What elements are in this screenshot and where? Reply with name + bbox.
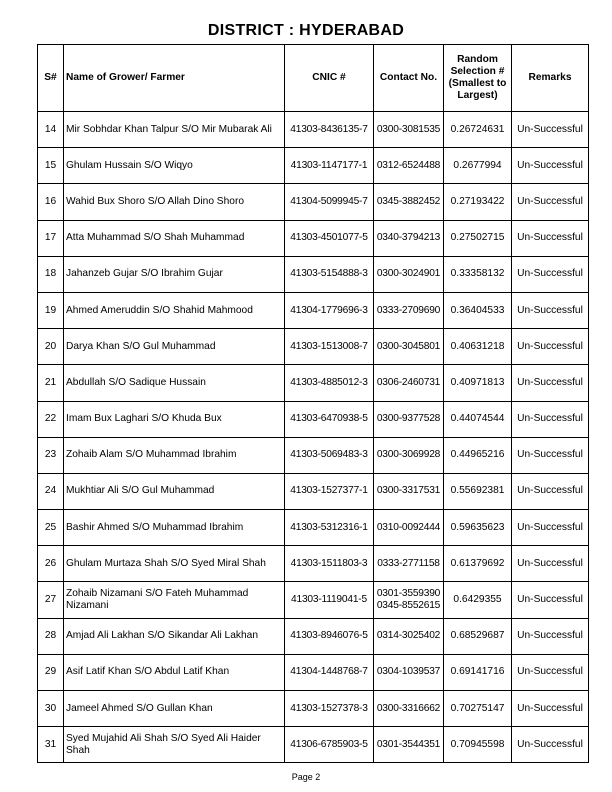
table-header [38, 45, 589, 112]
table-row [38, 582, 589, 618]
cell-contact [374, 401, 444, 437]
table-row [38, 654, 589, 690]
cell-remarks: Un-Successful [512, 292, 589, 328]
cell-contact [374, 365, 444, 401]
cell-grower-name: Zohaib Nizamani S/O Fateh Muhammad Nizamani [64, 582, 285, 618]
contact-number: 0306-2460731 [376, 376, 441, 388]
cell-cnic: 41303-1527378-3 [285, 691, 374, 727]
table-body [38, 112, 589, 763]
cell-serial-number: 24 [38, 473, 64, 509]
cell-remarks: Un-Successful [512, 220, 589, 256]
cell-contact [374, 510, 444, 546]
cell-cnic: 41304-5099945-7 [285, 184, 374, 220]
cell-cnic: 41303-4885012-3 [285, 365, 374, 401]
cell-cnic: 41303-6470938-5 [285, 401, 374, 437]
cell-remarks: Un-Successful [512, 329, 589, 365]
contact-number: 0333-2709690 [376, 304, 441, 316]
contact-number: 0312-6524488 [376, 159, 441, 171]
cell-serial-number: 28 [38, 618, 64, 654]
cell-cnic: 41303-1511803-3 [285, 546, 374, 582]
cell-random-selection: 0.40971813 [444, 365, 512, 401]
cell-cnic: 41303-5312316-1 [285, 510, 374, 546]
contact-number: 0340-3794213 [376, 232, 441, 244]
table-row [38, 292, 589, 328]
cell-remarks: Un-Successful [512, 546, 589, 582]
contact-number: 0301-3559390 [376, 588, 441, 600]
cell-contact [374, 654, 444, 690]
table-row [38, 184, 589, 220]
cell-remarks: Un-Successful [512, 727, 589, 763]
cell-contact [374, 329, 444, 365]
table-row [38, 112, 589, 148]
cell-serial-number: 20 [38, 329, 64, 365]
cell-contact [374, 292, 444, 328]
contact-number: 0300-3024901 [376, 268, 441, 280]
cell-serial-number: 25 [38, 510, 64, 546]
cell-serial-number: 31 [38, 727, 64, 763]
cell-grower-name: Amjad Ali Lakhan S/O Sikandar Ali Lakhan [64, 618, 285, 654]
cell-contact [374, 473, 444, 509]
cell-random-selection: 0.6429355 [444, 582, 512, 618]
cell-contact [374, 727, 444, 763]
contact-number: 0314-3025402 [376, 630, 441, 642]
cell-remarks: Un-Successful [512, 112, 589, 148]
cell-remarks: Un-Successful [512, 582, 589, 618]
cell-contact [374, 148, 444, 184]
cell-serial-number: 17 [38, 220, 64, 256]
contact-number: 0300-3317531 [376, 485, 441, 497]
cell-remarks: Un-Successful [512, 148, 589, 184]
cell-random-selection: 0.26724631 [444, 112, 512, 148]
cell-serial-number: 22 [38, 401, 64, 437]
table-row [38, 546, 589, 582]
contact-number: 0310-0092444 [376, 521, 441, 533]
table-row [38, 691, 589, 727]
column-header-random-selection: Random Selection # (Smallest to Largest) [444, 45, 512, 112]
cell-serial-number: 27 [38, 582, 64, 618]
cell-serial-number: 23 [38, 437, 64, 473]
contact-number: 0300-3045801 [376, 340, 441, 352]
table-row [38, 365, 589, 401]
page-title: DISTRICT : HYDERABAD [207, 22, 405, 39]
cell-random-selection: 0.40631218 [444, 329, 512, 365]
cell-grower-name: Darya Khan S/O Gul Muhammad [64, 329, 285, 365]
table-row [38, 473, 589, 509]
cell-random-selection: 0.59635623 [444, 510, 512, 546]
cell-grower-name: Jameel Ahmed S/O Gullan Khan [64, 691, 285, 727]
contact-number: 0300-9377528 [376, 413, 441, 425]
cell-serial-number: 29 [38, 654, 64, 690]
cell-cnic: 41303-8436135-7 [285, 112, 374, 148]
cell-contact [374, 256, 444, 292]
table-row [38, 618, 589, 654]
cell-contact [374, 618, 444, 654]
cell-cnic: 41303-1527377-1 [285, 473, 374, 509]
cell-cnic: 41303-1513008-7 [285, 329, 374, 365]
cell-cnic: 41303-1147177-1 [285, 148, 374, 184]
page-number: Page 2 [291, 772, 321, 782]
contact-number: 0345-3882452 [376, 195, 441, 207]
cell-contact [374, 691, 444, 727]
cell-grower-name: Syed Mujahid Ali Shah S/O Syed Ali Haider Shah [64, 727, 285, 763]
cell-serial-number: 21 [38, 365, 64, 401]
table-row [38, 329, 589, 365]
cell-serial-number: 19 [38, 292, 64, 328]
cell-serial-number: 30 [38, 691, 64, 727]
contact-number: 0300-3316662 [376, 702, 441, 714]
cell-grower-name: Mukhtiar Ali S/O Gul Muhammad [64, 473, 285, 509]
cell-remarks: Un-Successful [512, 401, 589, 437]
cell-cnic: 41303-5154888-3 [285, 256, 374, 292]
cell-contact [374, 437, 444, 473]
contact-number: 0300-3069928 [376, 449, 441, 461]
cell-cnic: 41306-6785903-5 [285, 727, 374, 763]
cell-random-selection: 0.27502715 [444, 220, 512, 256]
cell-remarks: Un-Successful [512, 654, 589, 690]
cell-random-selection: 0.36404533 [444, 292, 512, 328]
cell-serial-number: 14 [38, 112, 64, 148]
table-row [38, 510, 589, 546]
contact-number: 0333-2771158 [377, 557, 440, 569]
table-row [38, 220, 589, 256]
cell-remarks: Un-Successful [512, 256, 589, 292]
cell-grower-name: Ghulam Hussain S/O Wiqyo [64, 148, 285, 184]
cell-random-selection: 0.70945598 [444, 727, 512, 763]
column-header-remarks: Remarks [512, 45, 589, 112]
cell-cnic: 41304-1779696-3 [285, 292, 374, 328]
cell-serial-number: 18 [38, 256, 64, 292]
column-header-name: Name of Grower/ Farmer [64, 45, 285, 112]
cell-remarks: Un-Successful [512, 437, 589, 473]
cell-contact [374, 546, 444, 582]
cell-random-selection: 0.33358132 [444, 256, 512, 292]
cell-remarks: Un-Successful [512, 691, 589, 727]
cell-random-selection: 0.70275147 [444, 691, 512, 727]
contact-number: 0304-1039537 [376, 666, 441, 678]
cell-random-selection: 0.44965216 [444, 437, 512, 473]
cell-serial-number: 15 [38, 148, 64, 184]
contact-number: 0301-3544351 [376, 738, 441, 750]
contact-number: 0345-8552615 [376, 600, 441, 612]
cell-random-selection: 0.27193422 [444, 184, 512, 220]
cell-serial-number: 16 [38, 184, 64, 220]
column-header-cnic: CNIC # [285, 45, 374, 112]
cell-grower-name: Jahanzeb Gujar S/O Ibrahim Gujar [64, 256, 285, 292]
cell-remarks: Un-Successful [512, 473, 589, 509]
table-row [38, 401, 589, 437]
cell-grower-name: Zohaib Alam S/O Muhammad Ibrahim [64, 437, 285, 473]
cell-grower-name: Mir Sobhdar Khan Talpur S/O Mir Mubarak Ali [64, 112, 285, 148]
contact-number: 0300-3081535 [376, 123, 441, 135]
cell-grower-name: Imam Bux Laghari S/O Khuda Bux [64, 401, 285, 437]
cell-remarks: Un-Successful [512, 618, 589, 654]
cell-remarks: Un-Successful [512, 510, 589, 546]
cell-random-selection: 0.55692381 [444, 473, 512, 509]
cell-serial-number: 26 [38, 546, 64, 582]
cell-grower-name: Ghulam Murtaza Shah S/O Syed Miral Shah [64, 546, 285, 582]
table-row [38, 437, 589, 473]
column-header-sn: S# [38, 45, 64, 112]
cell-random-selection: 0.44074544 [444, 401, 512, 437]
cell-contact [374, 582, 444, 618]
cell-cnic: 41303-8946076-5 [285, 618, 374, 654]
cell-cnic: 41304-1448768-7 [285, 654, 374, 690]
cell-grower-name: Wahid Bux Shoro S/O Allah Dino Shoro [64, 184, 285, 220]
cell-random-selection: 0.69141716 [444, 654, 512, 690]
cell-contact [374, 220, 444, 256]
grower-selection-table [37, 44, 589, 763]
cell-random-selection: 0.68529687 [444, 618, 512, 654]
cell-remarks: Un-Successful [512, 365, 589, 401]
table-row [38, 256, 589, 292]
cell-grower-name: Atta Muhammad S/O Shah Muhammad [64, 220, 285, 256]
cell-remarks: Un-Successful [512, 184, 589, 220]
cell-grower-name: Abdullah S/O Sadique Hussain [64, 365, 285, 401]
table-row [38, 727, 589, 763]
cell-grower-name: Asif Latif Khan S/O Abdul Latif Khan [64, 654, 285, 690]
cell-cnic: 41303-4501077-5 [285, 220, 374, 256]
column-header-contact: Contact No. [374, 45, 444, 112]
table-row [38, 148, 589, 184]
cell-grower-name: Ahmed Ameruddin S/O Shahid Mahmood [64, 292, 285, 328]
cell-cnic: 41303-5069483-3 [285, 437, 374, 473]
cell-random-selection: 0.2677994 [444, 148, 512, 184]
cell-contact [374, 112, 444, 148]
cell-contact [374, 184, 444, 220]
cell-random-selection: 0.61379692 [444, 546, 512, 582]
cell-cnic: 41303-1119041-5 [285, 582, 374, 618]
cell-grower-name: Bashir Ahmed S/O Muhammad Ibrahim [64, 510, 285, 546]
